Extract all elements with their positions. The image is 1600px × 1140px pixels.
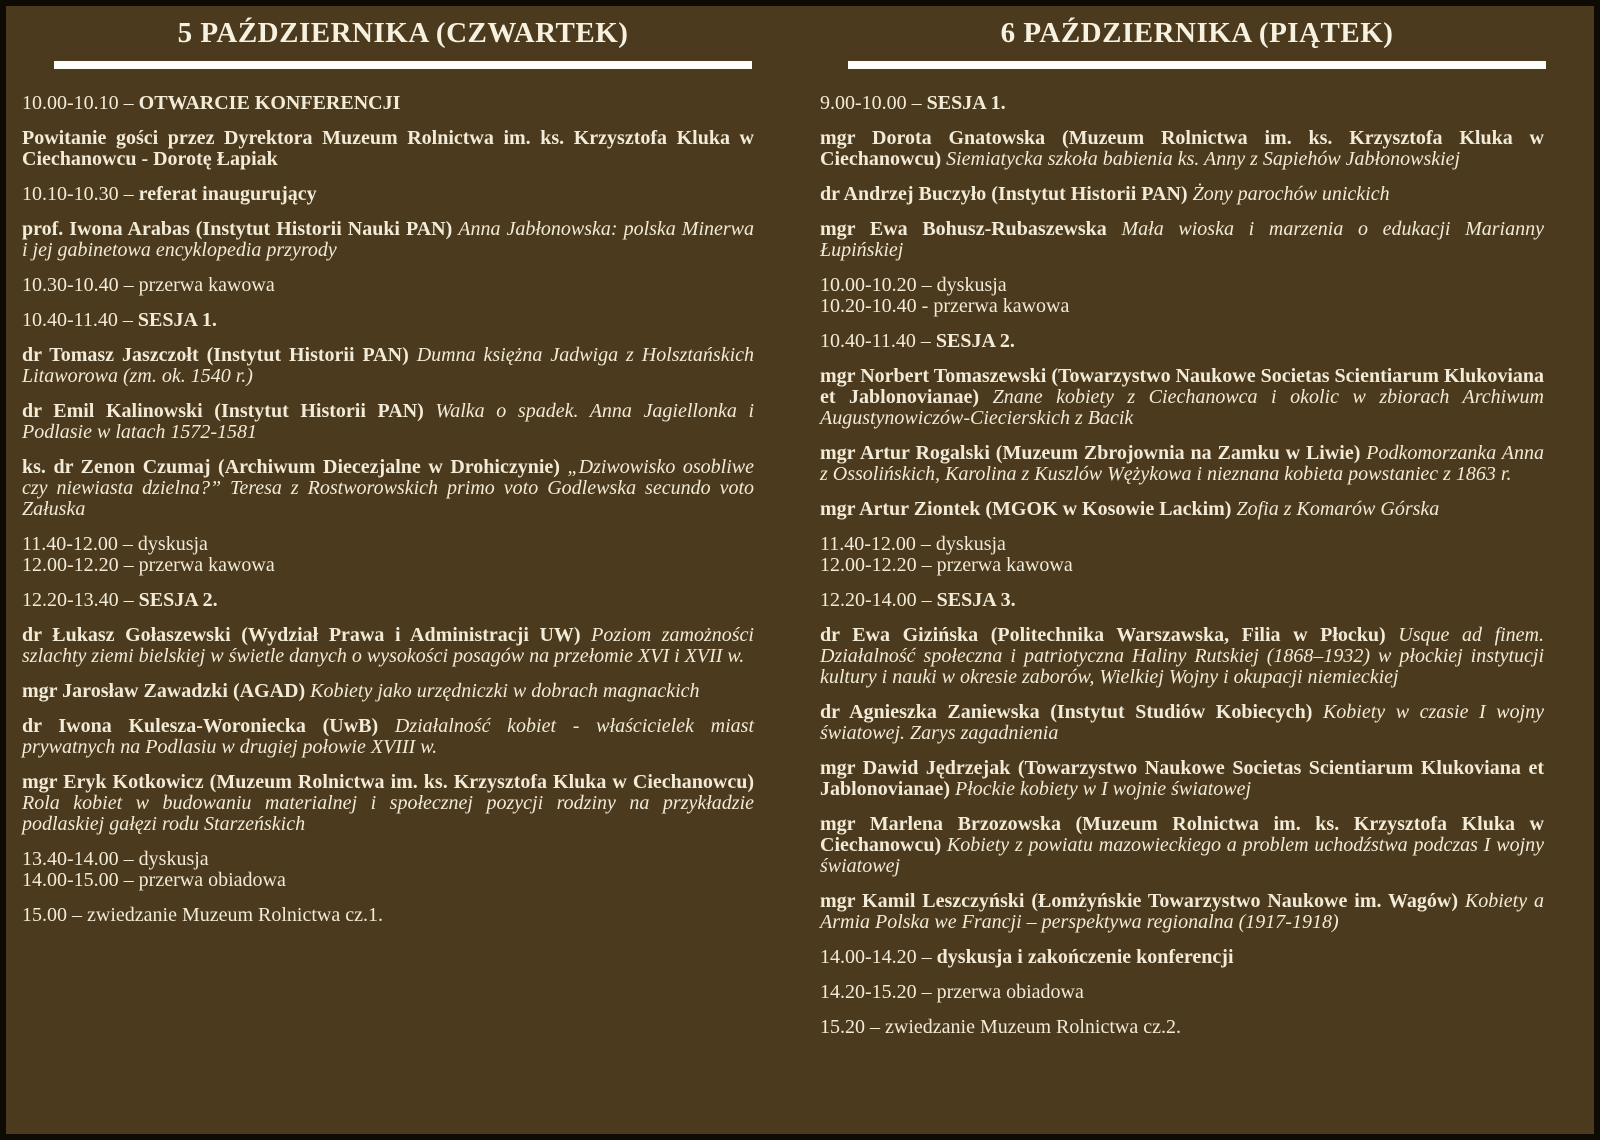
speaker-affiliation: mgr Marlena Brzozowska (Muzeum Rolnictwa im. ks. Krzysztofa Kluka w Ciechanowcu) (820, 813, 1544, 856)
schedule-line (820, 555, 1544, 576)
event-label: zwiedzanie Muzeum Rolnictwa cz.2. (885, 1016, 1181, 1038)
paper-title: Siemiatycka szkoła babienia ks. Anny z Sapiehów Jabłonowskiej (946, 148, 1461, 170)
time-range: 10.30-10.40 – (22, 274, 139, 296)
time-range: 12.20-13.40 – (22, 589, 139, 611)
schedule-line (820, 982, 1544, 1003)
speaker-affiliation: mgr Artur Rogalski (Muzeum Zbrojownia na Zamku w Liwie) (820, 442, 1367, 464)
speaker-affiliation: mgr Ewa Bohusz-Rubaszewska (820, 218, 1122, 240)
talk-entry (22, 772, 754, 835)
schedule-line (22, 534, 754, 555)
speaker-affiliation: mgr Norbert Tomaszewski (Towarzystwo Naukowe Societas Scientiarum Klukoviana et Jablonovianae) (820, 365, 1544, 408)
schedule-line (22, 870, 754, 891)
speaker-affiliation: dr Andrzej Buczyło (Instytut Historii PAN) (820, 183, 1193, 205)
schedule-line (22, 310, 754, 331)
paper-title: Walka o spadek. Anna Jagiellonka i Podlasie w latach 1572-1581 (22, 400, 754, 443)
event-label: SESJA 2. (935, 330, 1015, 352)
paper-title: Mała wioska i marzenia o edukacji Marianny Łupińskiej (820, 218, 1544, 261)
event-label: SESJA 1. (137, 309, 217, 331)
time-range: 10.00-10.20 – (820, 274, 937, 296)
time-range: 14.00-15.00 – (22, 869, 139, 891)
speaker-affiliation: dr Iwona Kulesza-Woroniecka (UwB) (22, 715, 395, 737)
talk-entry (820, 814, 1544, 877)
talk-entry (22, 681, 754, 702)
paper-title: Działalność kobiet - właścicielek miast prywatnych na Podlasiu w drugiej połowie XVIII w. (22, 715, 754, 758)
talk-entry (820, 625, 1544, 688)
speaker-affiliation: mgr Dorota Gnatowska (Muzeum Rolnictwa im. ks. Krzysztofa Kluka w Ciechanowcu) (820, 127, 1544, 170)
event-label: dyskusja (137, 533, 208, 555)
speaker-affiliation: mgr Artur Ziontek (MGOK w Kosowie Lackim) (820, 498, 1237, 520)
paper-title: Rola kobiet w budowaniu materialnej i społecznej pozycji rodziny na przykładzie podlaskiej gałęzi rodu Starzeńskich (22, 792, 754, 835)
time-range: 10.40-11.40 – (820, 330, 936, 352)
schedule-line (22, 275, 754, 296)
day-header-thursday (6, 14, 800, 69)
time-range: 11.40-12.00 – (820, 533, 936, 555)
talk-entry (820, 443, 1544, 485)
speaker-affiliation: dr Łukasz Gołaszewski (Wydział Prawa i Administracji UW) (22, 624, 592, 646)
time-range: 15.20 – (820, 1016, 885, 1038)
day-schedule-list (800, 69, 1594, 1038)
day-schedule-list (6, 69, 800, 926)
time-range: 11.40-12.00 – (22, 533, 138, 555)
schedule-line (22, 849, 754, 870)
schedule-line (820, 275, 1544, 296)
schedule-line (22, 590, 754, 611)
speaker-affiliation: dr Agnieszka Zaniewska (Instytut Studiów Kobiecych) (820, 701, 1323, 723)
schedule-line (22, 184, 754, 205)
schedule-line (820, 534, 1544, 555)
talk-entry (820, 891, 1544, 933)
speaker-affiliation: dr Ewa Gizińska (Politechnika Warszawska, Filia w Płocku) (820, 624, 1399, 646)
talk-entry (22, 345, 754, 387)
time-range: 10.40-11.40 – (22, 309, 138, 331)
speaker-affiliation: mgr Jarosław Zawadzki (AGAD) (22, 680, 311, 702)
talk-entry (22, 716, 754, 758)
event-label: przerwa obiadowa (936, 981, 1084, 1003)
talk-entry (820, 758, 1544, 800)
schedule-line (22, 555, 754, 576)
event-label: SESJA 3. (936, 589, 1016, 611)
paper-title: Znane kobiety z Ciechanowca i okolic w zbiorach Archiwum Augustynowiczów-Ciecierskich z Bacik (820, 386, 1544, 429)
talk-entry (820, 184, 1544, 205)
event-label: dyskusja i zakończenie konferencji (936, 946, 1234, 968)
event-label: OTWARCIE KONFERENCJI (138, 92, 401, 114)
schedule-line (820, 93, 1544, 114)
time-range: 15.00 – (22, 904, 87, 926)
talk-entry (820, 702, 1544, 744)
day-title: 5 PAŹDZIERNIKA (CZWARTEK) (177, 17, 629, 49)
time-range: 13.40-14.00 – (22, 848, 139, 870)
day-title: 6 PAŹDZIERNIKA (PIĄTEK) (1000, 17, 1394, 49)
schedule-line (22, 93, 754, 114)
talk-entry (22, 401, 754, 443)
event-label: dyskusja (936, 274, 1007, 296)
event-label: dyskusja (935, 533, 1006, 555)
paper-title: Usque ad finem. Działalność społeczna i patriotyczna Haliny Rutskiej (1868–1932) w płockiej instytucji kultury i nauki w okresie zaborów, Wielkiej Wojny i okupacji niemieckiej (820, 624, 1544, 688)
time-range: 14.20-15.20 – (820, 981, 937, 1003)
paper-title: Kobiety jako urzędniczki w dobrach magnackich (310, 680, 700, 702)
time-range: 9.00-10.00 – (820, 92, 927, 114)
paper-title: Anna Jabłonowska: polska Minerwa i jej gabinetowa encyklopedia przyrody (22, 218, 754, 261)
paper-title: Dumna księżna Jadwiga z Holsztańskich Litaworowa (zm. ok. 1540 r.) (22, 344, 754, 387)
paper-title: Kobiety a Armia Polska we Francji – perspektywa regionalna (1917-1918) (820, 890, 1544, 933)
paper-title: Kobiety z powiatu mazowieckiego a problem uchodźstwa podczas I wojny światowej (820, 834, 1544, 877)
talk-entry (22, 625, 754, 667)
schedule-line (820, 296, 1544, 317)
event-label: przerwa kawowa (936, 554, 1073, 576)
program-day-column-friday (800, 6, 1594, 1134)
speaker-affiliation: prof. Iwona Arabas (Instytut Historii Nauki PAN) (22, 218, 459, 240)
header-underline-rule (54, 61, 752, 69)
time-range: 10.00-10.10 – (22, 92, 139, 114)
event-label: SESJA 2. (138, 589, 218, 611)
speaker-affiliation: ks. dr Zenon Czumaj (Archiwum Diecezjalne w Drohiczynie) (22, 456, 568, 478)
time-range: 10.10-10.30 – (22, 183, 139, 205)
paper-title: Kobiety w czasie I wojny światowej. Zarys zagadnienia (820, 701, 1545, 744)
speaker-affiliation: mgr Eryk Kotkowicz (Muzeum Rolnictwa im. ks. Krzysztofa Kluka w Ciechanowcu) (22, 771, 754, 793)
speaker-affiliation: dr Emil Kalinowski (Instytut Historii PAN) (22, 400, 436, 422)
program-day-column-thursday (6, 6, 800, 1134)
header-underline-rule (848, 61, 1546, 69)
event-label: przerwa kawowa (138, 274, 275, 296)
event-label: SESJA 1. (926, 92, 1006, 114)
event-label: przerwa kawowa (933, 295, 1070, 317)
speaker-affiliation: mgr Kamil Leszczyński (Łomżyńskie Towarzystwo Naukowe im. Wagów) (820, 890, 1465, 912)
event-label: dyskusja (138, 848, 209, 870)
event-label: przerwa obiadowa (138, 869, 286, 891)
paper-title: Zofia z Komarów Górska (1236, 498, 1440, 520)
schedule-line (820, 947, 1544, 968)
talk-entry (820, 366, 1544, 429)
event-label: referat inaugurujący (138, 183, 317, 205)
paper-title: Poziom zamożności szlachty ziemi bielskiej w świetle danych o wysokości posagów na przełomie XVI i XVII w. (22, 624, 754, 667)
time-range: 10.20-10.40 - (820, 295, 934, 317)
speaker-affiliation: mgr Dawid Jędrzejak (Towarzystwo Naukowe Societas Scientiarum Klukoviana et Jablonovianae) (820, 757, 1544, 800)
time-range: 12.20-14.00 – (820, 589, 937, 611)
talk-entry (820, 128, 1544, 170)
day-header-friday (800, 14, 1594, 69)
schedule-line (820, 1017, 1544, 1038)
paper-title: Żony parochów unickich (1192, 183, 1390, 205)
talk-entry (820, 219, 1544, 261)
talk-entry (820, 499, 1544, 520)
time-range: 12.00-12.20 – (820, 554, 937, 576)
paper-title: Podkomorzanka Anna z Ossolińskich, Karolina z Kuszlów Wężykowa i nieznana kobieta powstaniec z 1863 r. (820, 442, 1544, 485)
schedule-line (820, 590, 1544, 611)
paper-title: „Dziwowisko osobliwe czy niewiasta dzielna?” Teresa z Rostworowskich primo voto Godlewska secundo voto Załuska (22, 456, 755, 520)
time-range: 12.00-12.20 – (22, 554, 139, 576)
talk-entry (22, 219, 754, 261)
event-label: przerwa kawowa (138, 554, 275, 576)
talk-entry (22, 457, 754, 520)
speaker-affiliation: Powitanie gości przez Dyrektora Muzeum Rolnictwa im. ks. Krzysztofa Kluka w Ciechanowcu - Dorotę Łapiak (22, 127, 754, 170)
speaker-affiliation: dr Tomasz Jaszczołt (Instytut Historii PAN) (22, 344, 417, 366)
time-range: 14.00-14.20 – (820, 946, 937, 968)
schedule-line (22, 905, 754, 926)
event-label: zwiedzanie Muzeum Rolnictwa cz.1. (87, 904, 383, 926)
talk-entry (22, 128, 754, 170)
paper-title: Płockie kobiety w I wojnie światowej (955, 778, 1252, 800)
schedule-line (820, 331, 1544, 352)
